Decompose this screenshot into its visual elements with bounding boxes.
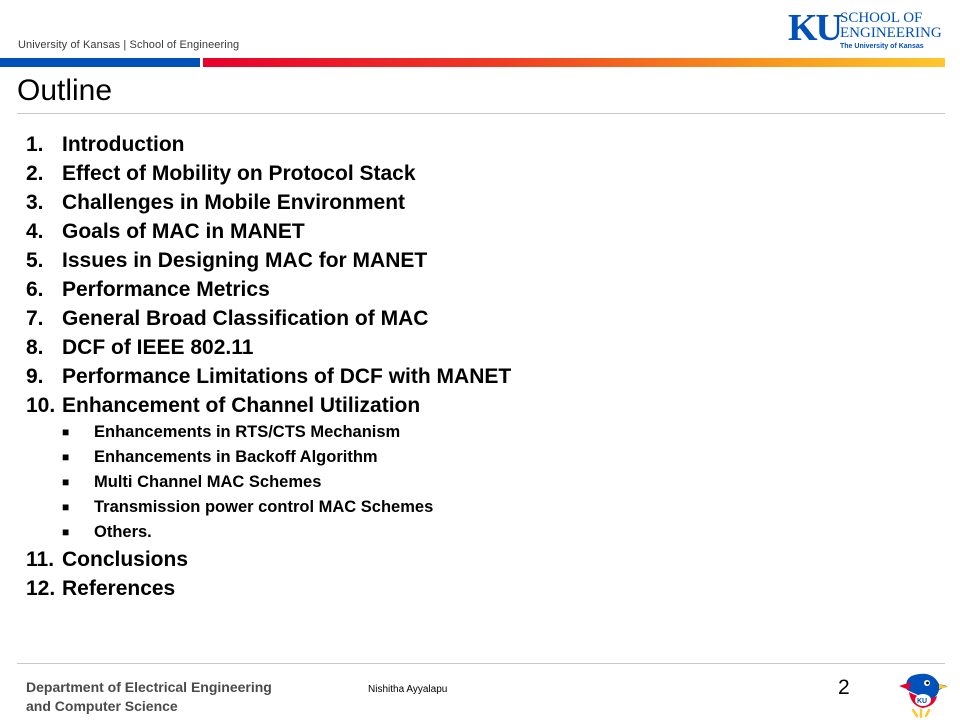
ku-logo-mark: KU [788, 7, 841, 49]
footer-author: Nishitha Ayyalapu [368, 684, 448, 695]
footer-divider [17, 663, 945, 664]
square-bullet-icon: ■ [62, 425, 70, 439]
ku-logo-line3: The University of Kansas [840, 43, 924, 50]
outline-item: 2. Effect of Mobility on Protocol Stack [26, 162, 416, 185]
footer-department [26, 678, 346, 716]
outline-sub-item: ■ Enhancements in RTS/CTS Mechanism [26, 420, 906, 445]
square-bullet-icon: ■ [62, 475, 70, 489]
footer-dept-line1: Department of Electrical Engineering [26, 679, 272, 695]
svg-text:KU: KU [917, 698, 928, 705]
outline-item: 11. Conclusions [26, 548, 189, 571]
ku-engineering-logo [788, 6, 944, 52]
square-bullet-icon: ■ [62, 525, 70, 539]
outline-sub-item: ■ Transmission power control MAC Schemes [26, 495, 906, 520]
outline-item: 8. DCF of IEEE 802.11 [26, 336, 254, 359]
outline-item: 5. Issues in Designing MAC for MANET [26, 249, 428, 272]
outline-item: 10. Enhancement of Channel Utilization [26, 394, 421, 417]
outline-item: 4. Goals of MAC in MANET [26, 220, 305, 243]
outline-item: 9. Performance Limitations of DCF with MANET [26, 365, 512, 388]
ku-logo-line2: ENGINEERING [840, 25, 942, 41]
square-bullet-icon: ■ [62, 500, 70, 514]
outline-sub-item: ■ Enhancements in Backoff Algorithm [26, 445, 906, 470]
jayhawk-icon [893, 668, 949, 718]
header-color-bar [0, 58, 945, 67]
page-number: 2 [838, 676, 850, 699]
square-bullet-icon: ■ [62, 450, 70, 464]
outline-sub-item: ■ Others. [26, 520, 906, 545]
outline-item: 6. Performance Metrics [26, 278, 270, 301]
header-org-text: University of Kansas | School of Engineering [18, 39, 240, 51]
outline-sub-item: ■ Multi Channel MAC Schemes [26, 470, 906, 495]
outline-item: 1. Introduction [26, 133, 185, 156]
footer-dept-line2: and Computer Science [26, 698, 178, 714]
ku-logo-line1: SCHOOL OF [840, 10, 923, 26]
outline-list [26, 130, 906, 603]
outline-item: 12. References [26, 577, 176, 600]
title-divider [17, 113, 945, 114]
outline-item: 7. General Broad Classification of MAC [26, 307, 429, 330]
slide-title: Outline [17, 74, 113, 107]
outline-item: 3. Challenges in Mobile Environment [26, 191, 406, 214]
